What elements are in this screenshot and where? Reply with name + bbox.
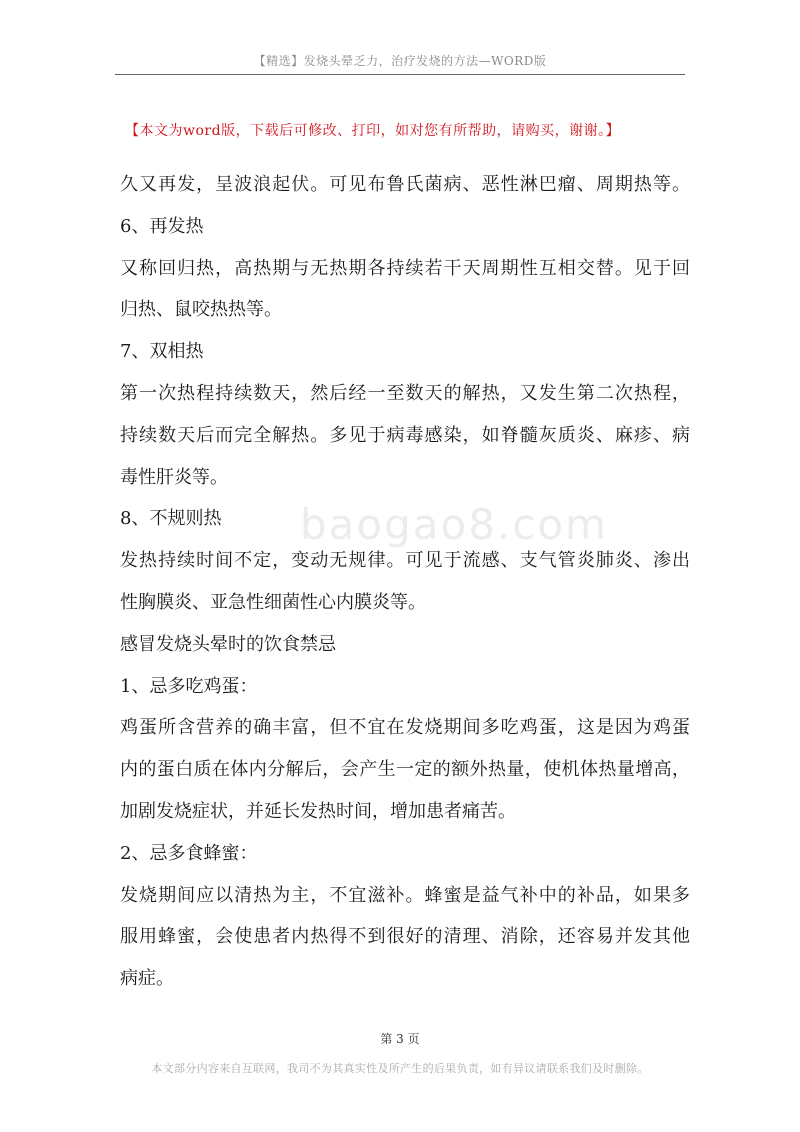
page-number: 第 3 页 bbox=[380, 1032, 420, 1046]
heading-diet-taboos: 感冒发烧头晕时的饮食禁忌 bbox=[120, 633, 336, 655]
heading-irregular-fever: 8、不规则热 bbox=[120, 508, 222, 530]
body-line-18: 发烧期间应以清热为主，不宜滋补。蜂蜜是益气补中的补品，如果多 bbox=[120, 884, 690, 906]
page-footer: 本文部分内容来自互联网，我司不为其真实性及所产生的后果负责，如有异议请联系我们及时删除。 bbox=[151, 1062, 649, 1075]
body-line-3: 又称回归热，高热期与无热期各持续若干天周期性互相交替。见于回 bbox=[120, 257, 690, 279]
body-line-4: 归热、鼠咬热热等。 bbox=[120, 299, 282, 321]
body-line-14: 鸡蛋所含营养的确丰富，但不宜在发烧期间多吃鸡蛋，这是因为鸡蛋 bbox=[120, 717, 690, 739]
body-line-16: 加剧发烧症状，并延长发热时间，增加患者痛苦。 bbox=[120, 800, 516, 822]
watermark: baogao8.com bbox=[300, 500, 608, 549]
body-line-7: 持续数天后而完全解热。多见于病毒感染，如脊髓灰质炎、麻疹、病 bbox=[120, 424, 690, 446]
download-notice: 【本文为word版，下载后可修改、打印，如对您有所帮助，请购买，谢谢。】 bbox=[125, 123, 621, 139]
heading-avoid-eggs: 1、忌多吃鸡蛋： bbox=[120, 675, 258, 697]
body-line-15: 内的蛋白质在体内分解后，会产生一定的额外热量，使机体热量增高， bbox=[120, 759, 690, 781]
body-line-11: 性胸膜炎、亚急性细菌性心内膜炎等。 bbox=[120, 591, 426, 613]
header-divider bbox=[115, 74, 685, 75]
document-body bbox=[120, 164, 690, 1000]
heading-avoid-honey: 2、忌多食蜂蜜： bbox=[120, 842, 258, 864]
body-line-19: 服用蜂蜜，会使患者内热得不到很好的清理、消除，还容易并发其他 bbox=[120, 926, 690, 948]
heading-biphasic-fever: 7、双相热 bbox=[120, 341, 204, 363]
body-line-10: 发热持续时间不定，变动无规律。可见于流感、支气管炎肺炎、渗出 bbox=[120, 550, 690, 572]
body-line-6: 第一次热程持续数天，然后经一至数天的解热，又发生第二次热程， bbox=[120, 382, 690, 404]
body-line-20: 病症。 bbox=[120, 968, 174, 990]
heading-relapsing-fever: 6、再发热 bbox=[120, 215, 204, 237]
body-line-1: 久又再发，呈波浪起伏。可见布鲁氏菌病、恶性淋巴瘤、周期热等。 bbox=[120, 174, 690, 195]
page-header: 【精选】发烧头晕乏力，治疗发烧的方法—WORD版 bbox=[253, 54, 547, 68]
body-line-8: 毒性肝炎等。 bbox=[120, 466, 228, 488]
